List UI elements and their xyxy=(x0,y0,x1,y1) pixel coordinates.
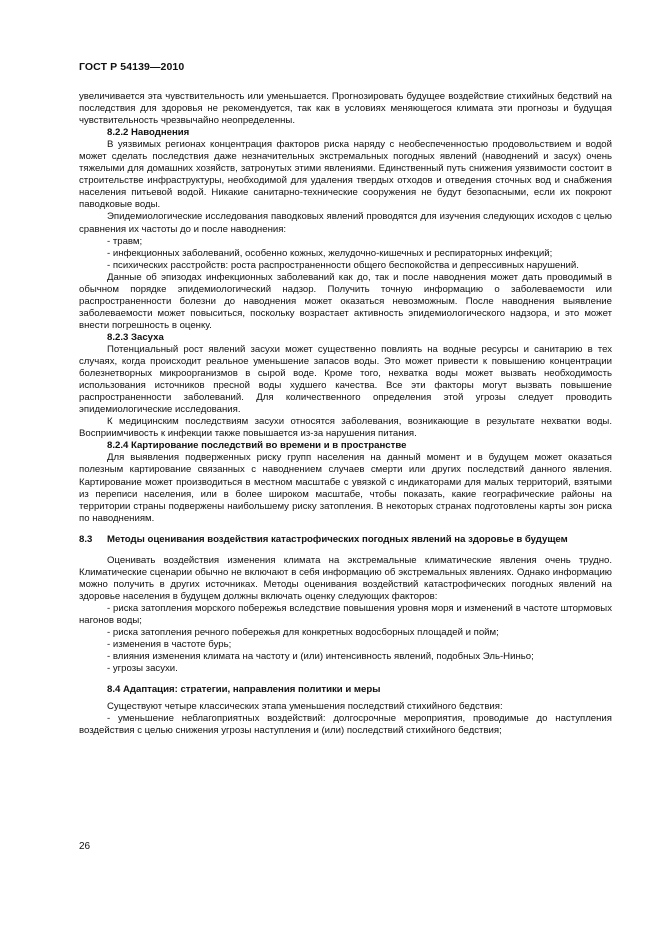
paragraph: Для выявления подверженных риску групп населения на данный момент и в будущем может оказаться полезным картирование связанных с наводнением случаев смерти или других последствий данного явления. Картирование может производиться в местном масштабе с увязкой с индикаторами для малых территорий, взятыми из переписи населения, или в более широком масштабе, чтобы показать, какие географические районы на территории страны подвержены наибольшему риску затопления. В некоторых странах подготовлены карты зон риска по наводнениям. xyxy=(79,452,612,524)
paragraph: Оценивать воздействия изменения климата на экстремальные климатические явления очень трудно. Климатические сценарии обычно не включают в себя информацию об экстремальных явлениях. Однако информацию можно получить в других источниках. Методы оценивания воздействий катастрофических погодных явлений на здоровье населения в будущем должны включать оценку следующих факторов: xyxy=(79,554,612,602)
list-item: - инфекционных заболеваний, особенно кожных, желудочно-кишечных и респираторных инфекций; xyxy=(107,247,553,259)
paragraph: К медицинским последствиям засухи относятся заболевания, возникающие в результате нехватки воды. Восприимчивость к инфекции также повышается из-за нарушения питания. xyxy=(79,416,612,440)
list-item: - риска затопления речного побережья для конкретных водосборных площадей и пойм; xyxy=(107,627,499,639)
paragraph: Данные об эпизодах инфекционных заболеваний как до, так и после наводнения может дать проводимый в обычном порядке эпидемиологический надзор. Получить точную информацию о заболеваемости или распространенности болезни до наводнения может оказаться невозможным. После наводнения выявление заболеваемости может повыситься, поскольку возрастает активность эпидемиологического надзора, и это может внести погрешность в оценку. xyxy=(79,271,612,331)
section-heading-8-2-3: 8.2.3 Засуха xyxy=(107,331,164,343)
section-number: 8.3 xyxy=(79,533,93,545)
section-heading-8-2-2: 8.2.2 Наводнения xyxy=(107,127,190,139)
paragraph: В уязвимых регионах концентрация факторов риска наряду с необеспеченностью продовольствием и водой может сделать последствия даже незначительных экстремальных погодных явлений (наводнений и засух) очень тяжелыми для домашних хозяйств, затронутых этими явлениями. Единственный путь снижения уязвимости состоит в строительстве инфраструктуры, необходимой для удаления твердых отходов и отведения сточных вод и снабжения населения питьевой водой. Никакие санитарно-технические сооружения не будут безопасными, если их покроют паводковые воды. xyxy=(79,139,612,211)
list-item: - изменения в частоте бурь; xyxy=(107,639,232,651)
page-number: 26 xyxy=(79,841,91,852)
list-item: - психических расстройств: роста распространенности общего беспокойства и депрессивных нарушений. xyxy=(107,259,579,271)
section-heading-8-4: 8.4 Адаптация: стратегии, направления политики и меры xyxy=(107,684,381,696)
section-heading-8-2-4: 8.2.4 Картирование последствий во времени и в пространстве xyxy=(107,440,407,452)
list-item: - риска затопления морского побережья вследствие повышения уровня моря и изменений в частоте штормовых нагонов воды; xyxy=(79,602,612,626)
list-item: - уменьшение неблагоприятных воздействий: долгосрочные мероприятия, проводимые до наступления воздействия с целью снижения угрозы наступления и (или) последствий стихийного бедствия; xyxy=(79,713,612,737)
paragraph: увеличивается эта чувствительность или уменьшается. Прогнозировать будущее воздействие стихийных бедствий на последствия для здоровья не рекомендуется, так как в условиях меняющегося климата эти прогнозы и будущая чувствительность чрезвычайно неопределенны. xyxy=(79,91,612,127)
paragraph: Потенциальный рост явлений засухи может существенно повлиять на водные ресурсы и санитарию в тех случаях, когда происходит реальное уменьшение запасов воды. Это может привести к повышению концентрации болезнетворных микроорганизмов в сырой воде. Кроме того, нехватка воды может вызвать необходимость использования источников пресной воды худшего качества. Все эти факторы могут вызвать повышение распространенности заболеваний. Для количественного определения этой угрозы следует проводить эпидемиологические исследования. xyxy=(79,343,612,416)
document-header: ГОСТ Р 54139—2010 xyxy=(79,61,185,73)
paragraph: Эпидемиологические исследования паводковых явлений проводятся для изучения следующих исходов с целью сравнения их частоты до и после наводнения: xyxy=(79,211,612,235)
document-body xyxy=(79,91,612,737)
list-item: - влияния изменения климата на частоту и (или) интенсивность явлений, подобных Эль-Ниньо; xyxy=(107,651,534,663)
list-item: - угрозы засухи. xyxy=(107,663,178,675)
section-title: Методы оценивания воздействия катастрофических погодных явлений на здоровье в будущем xyxy=(107,533,568,545)
list-item: - травм; xyxy=(107,235,143,247)
paragraph: Существуют четыре классических этапа уменьшения последствий стихийного бедствия: xyxy=(107,701,503,713)
section-heading-8-3 xyxy=(79,534,612,546)
